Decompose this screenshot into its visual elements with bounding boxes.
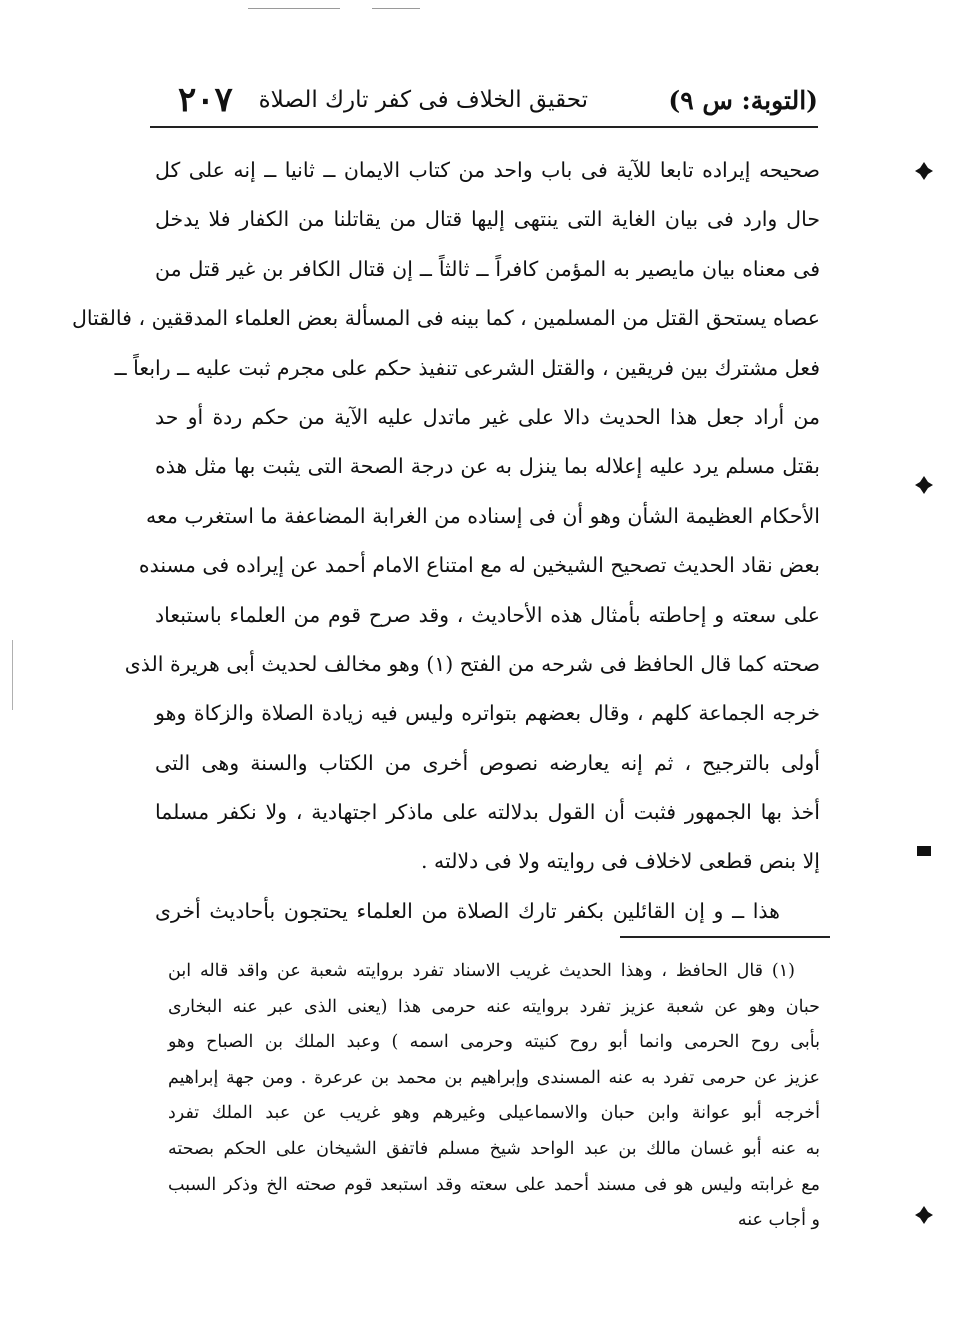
footnote-line: أخرجه أبو عوانة وابن حبان والاسماعيلى وغيرهم وهو غريب عن عبد الملك تفرد [168,1103,820,1124]
body-line: خرجه الجماعة كلهم ، وقال بعضهم بتواتره وليس فيه زيادة الصلاة والزكاة وهو [155,701,820,726]
body-line: أولى بالترجيح ، ثم إنه يعارضه نصوص أخرى من الكتاب والسنة وهى التى [155,750,820,775]
footnote-block [168,955,820,1240]
body-line: على سعته و إحاطته بأمثال هذه الأحاديث ، وقد صرح قوم من العلماء باستبعاد [155,602,820,627]
scan-artifact-line [372,8,420,9]
surah-reference: (التوبة: س ٩) [668,86,818,115]
body-line: بعض نقاد الحديث تصحيح الشيخين له مع امتناع الامام أحمد عن إيراده فى مسنده [138,553,820,578]
footnote-line: مع غرابته وليس هو فى مسند أحمد على سعته وقد استبعد قوم صحته الخ وذكر السبب [168,1174,820,1195]
body-line: فعل مشترك بين فريقين ، والقتل الشرعى تنفيذ حكم على مجرم ثبت عليه ــ رابعاً ــ [114,355,820,380]
body-line: حال وارد فى بيان الغاية التى ينتهى إليها قتال من يقاتلنا من الكفار فلا يدخل [155,207,820,232]
margin-ornament-icon [913,160,935,182]
footnote-rule [620,936,830,938]
body-line: صحيحه إيراده تابعا للآية فى باب واحد من كتاب الايمان ــ ثانيا ــ إنه على كل [155,158,820,182]
body-text [71,150,820,940]
running-title: تحقيق الخلاف فى كفر تارك الصلاة [258,87,588,113]
body-line: من أراد جعل هذا الحديث دالا على غير ماتدل عليه الآية من حكم ردة أو حد [155,404,820,429]
footnote-line: (١) قال الحافظ ، وهذا الحديث غريب الاسناد تفرد بروايته شعبة عن واقد قاله ابن [168,961,795,981]
body-line: الأحكام العظيمة الشأن وهو أن فى إسناده من الغرابة المضاعفة ما استغرب معه [145,503,820,528]
footnote-line: حبان وهو عن شعبة عزيز تفرد بروايته عنه حرمى هذا (يعنى الذى عبر عنه البخارى [168,996,820,1017]
scan-edge-line [12,640,13,710]
page-number: ٢٠٧ [178,80,233,120]
margin-ornament-icon [913,1204,935,1226]
body-line: إلا بنص قطعى لاخلاف فى روايته ولا فى دلالته . [421,849,820,874]
body-line: عصاه يستحق القتل من المسلمين ، كما بينه فى المسألة بعض العلماء المدققين ، فالقتال [71,306,820,331]
body-line: بقتل مسلم يرد عليه إعلاله بما ينزل به عن درجة الصحة التى يثبت بها مثل هذه [155,454,820,479]
margin-ornament-icon [913,474,935,496]
body-line: فى معناه بيان مايصير به المؤمن كافراً ــ ثالثاً ــ إن قتال الكافر بن غير قتل من [155,256,820,281]
body-line: أخذ بها الجمهور فثبت أن القول بدلالته على ماذكر اجتهادية ، ولا نكفر مسلما [155,800,820,825]
header-rule [150,126,818,128]
body-line: هذا ــ و إن القائلين بكفر تارك الصلاة من العلماء يحتجون بأحاديث أخرى [155,898,780,923]
scan-artifact-line [248,8,340,9]
footnote-line: به عنه أبو غسان مالك بن عبد الواحد شيخ مسلم فاتفق الشيخان على الحكم بصحته [168,1138,820,1159]
body-line: صحته كما قال الحافظ فى شرحه من الفتح (١) وهو مخالف لحديث أبى هريرة الذى [124,651,820,676]
footnote-line: و أجاب عنه [737,1210,820,1231]
footnote-line: بأبى روح الحرمى وانما أبو روح كنيته وحرمى اسمه ) وعبد الملك بن الصباح وهو [168,1032,820,1053]
running-header [150,74,818,124]
footnote-line: عزيز عن حرمى تفرد به عنه المسندى وإبراهيم بن محمد بن عرعرة . ومن جهة إبراهيم [168,1067,820,1088]
margin-ornament-icon [913,840,935,862]
